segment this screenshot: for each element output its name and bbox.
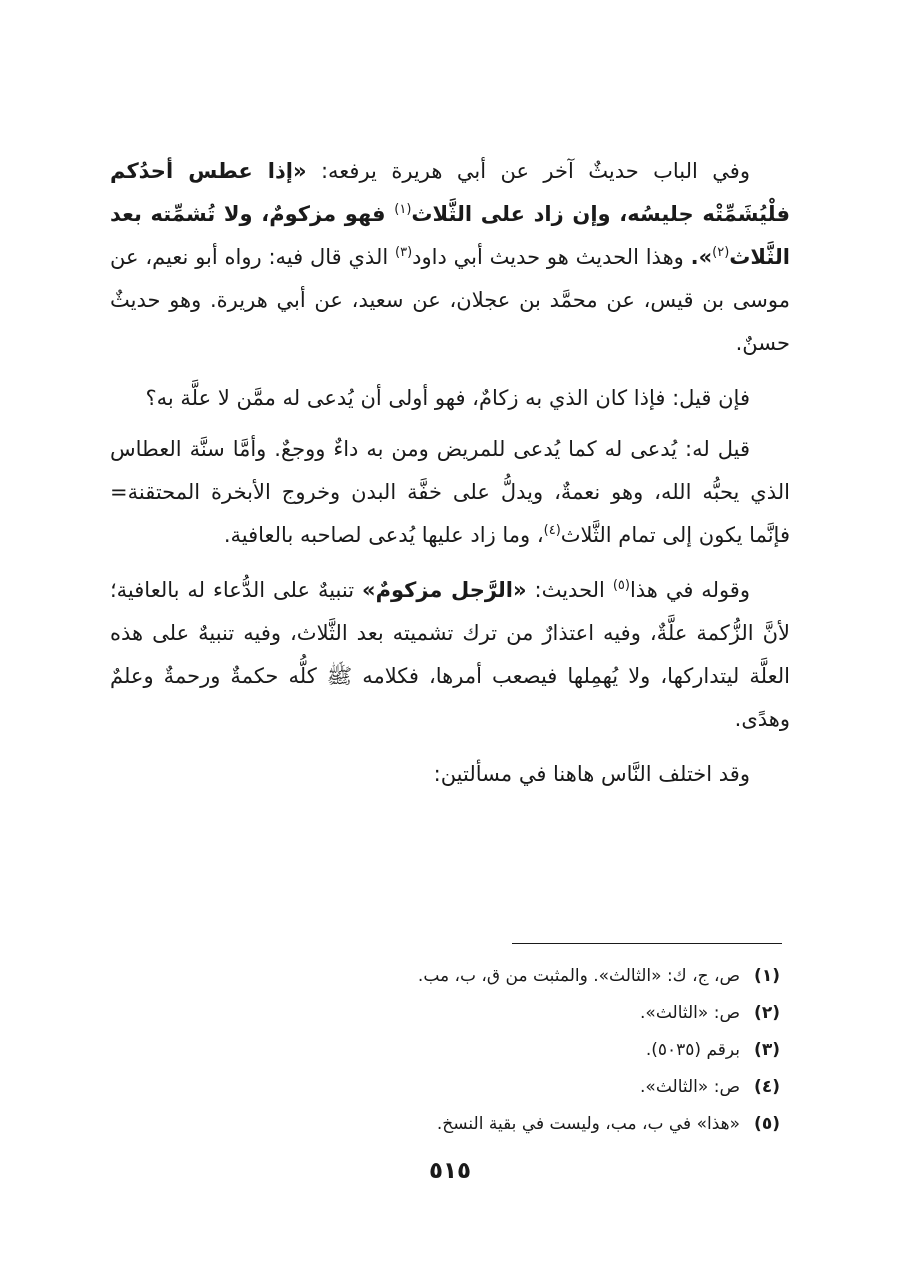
footnote-4 <box>160 1069 780 1106</box>
footnote-1 <box>160 958 780 995</box>
text-run: تنبيهٌ على الدُّعاء له بالعافية؛ لأنَّ الزُّكمة علَّةٌ، وفيه اعتذارٌ من ترك تشميته بعد الثَّلاث، وفيه تنبيهٌ على هذه العلَّة ليتداركها، ولا يُهمِلها فيصعب أمرها، فكلامه ﷺ كلُّه حكمةٌ ورحمةٌ وعلمٌ وهدًى. <box>110 578 790 731</box>
footnote-ref-4: (٤) <box>543 523 561 538</box>
footnote-text: ص: «الثالث». <box>640 1003 740 1023</box>
paragraph-4 <box>110 569 790 741</box>
text-run: فإن قيل: فإذا كان الذي به زكامٌ، فهو أولى أن يُدعى له ممَّن لا علَّة به؟ <box>145 386 750 410</box>
footnote-number: (١) <box>754 966 780 986</box>
footnote-text: برقم (٥٠٣٥). <box>645 1040 740 1060</box>
text-run: وهذا الحديث هو حديث أبي داود <box>412 245 691 269</box>
hadith-quote: «الرَّجل مزكومٌ» <box>362 578 527 602</box>
footnote-text: ص، ج، ك: «الثالث». والمثبت من ق، ب، مب. <box>417 966 740 986</box>
hadith-quote: «إذا عطس أحدُكم فلْيُشَمِّتْه جليسُه، وإن زاد على الثَّلاث <box>110 159 790 226</box>
paragraph-3 <box>110 428 790 557</box>
footnote-number: (٥) <box>754 1114 780 1134</box>
text-run: وفي الباب حديثٌ آخر عن أبي هريرة يرفعه: <box>306 159 750 183</box>
paragraph-5 <box>110 753 790 796</box>
footnotes <box>160 958 780 1143</box>
text-run: الحديث: <box>526 578 613 602</box>
paragraph-1 <box>110 150 790 365</box>
paragraph-2 <box>110 377 790 420</box>
text-run: الذي قال فيه: رواه أبو نعيم، عن موسى بن قيس، عن محمَّد بن عجلان، عن سعيد، عن أبي هريرة. وهو حديثٌ حسنٌ. <box>110 245 790 355</box>
footnote-ref-2: (٢) <box>712 245 730 260</box>
footnote-text: ص: «الثالث». <box>640 1077 740 1097</box>
quote-close: ». <box>690 245 713 269</box>
text-run: ، وما زاد عليها يُدعى لصاحبه بالعافية. <box>223 523 544 547</box>
hadith-quote: فهو مزكومٌ، ولا تُشمِّته بعد الثَّلاث <box>110 202 790 269</box>
text-run: وقوله في هذا <box>629 578 750 602</box>
footnote-5 <box>160 1106 780 1143</box>
footnote-number: (٤) <box>754 1077 780 1097</box>
text-run: قيل له: يُدعى له كما يُدعى للمريض ومن به داءٌ ووجعٌ. وأمَّا سنَّة العطاس الذي يحبُّه الله، وهو نعمةٌ، ويدلُّ على خفَّة البدن وخروج الأبخرة المحتقنة= فإنَّما يكون إلى تمام الثَّلاث <box>110 437 790 547</box>
footnote-separator <box>512 943 782 944</box>
text-run: وقد اختلف النَّاس هاهنا في مسألتين: <box>433 762 750 786</box>
footnote-text: «هذا» في ب، مب، وليست في بقية النسخ. <box>436 1114 740 1134</box>
footnote-number: (٣) <box>754 1040 780 1060</box>
footnote-ref-1: (١) <box>394 202 412 217</box>
footnote-3 <box>160 1032 780 1069</box>
page-number: ٥١٥ <box>428 1158 472 1184</box>
footnote-2 <box>160 995 780 1032</box>
footnote-ref-5: (٥) <box>612 578 630 593</box>
footnote-ref-3: (٣) <box>395 245 413 260</box>
main-text <box>110 150 790 808</box>
footnote-number: (٢) <box>754 1003 780 1023</box>
